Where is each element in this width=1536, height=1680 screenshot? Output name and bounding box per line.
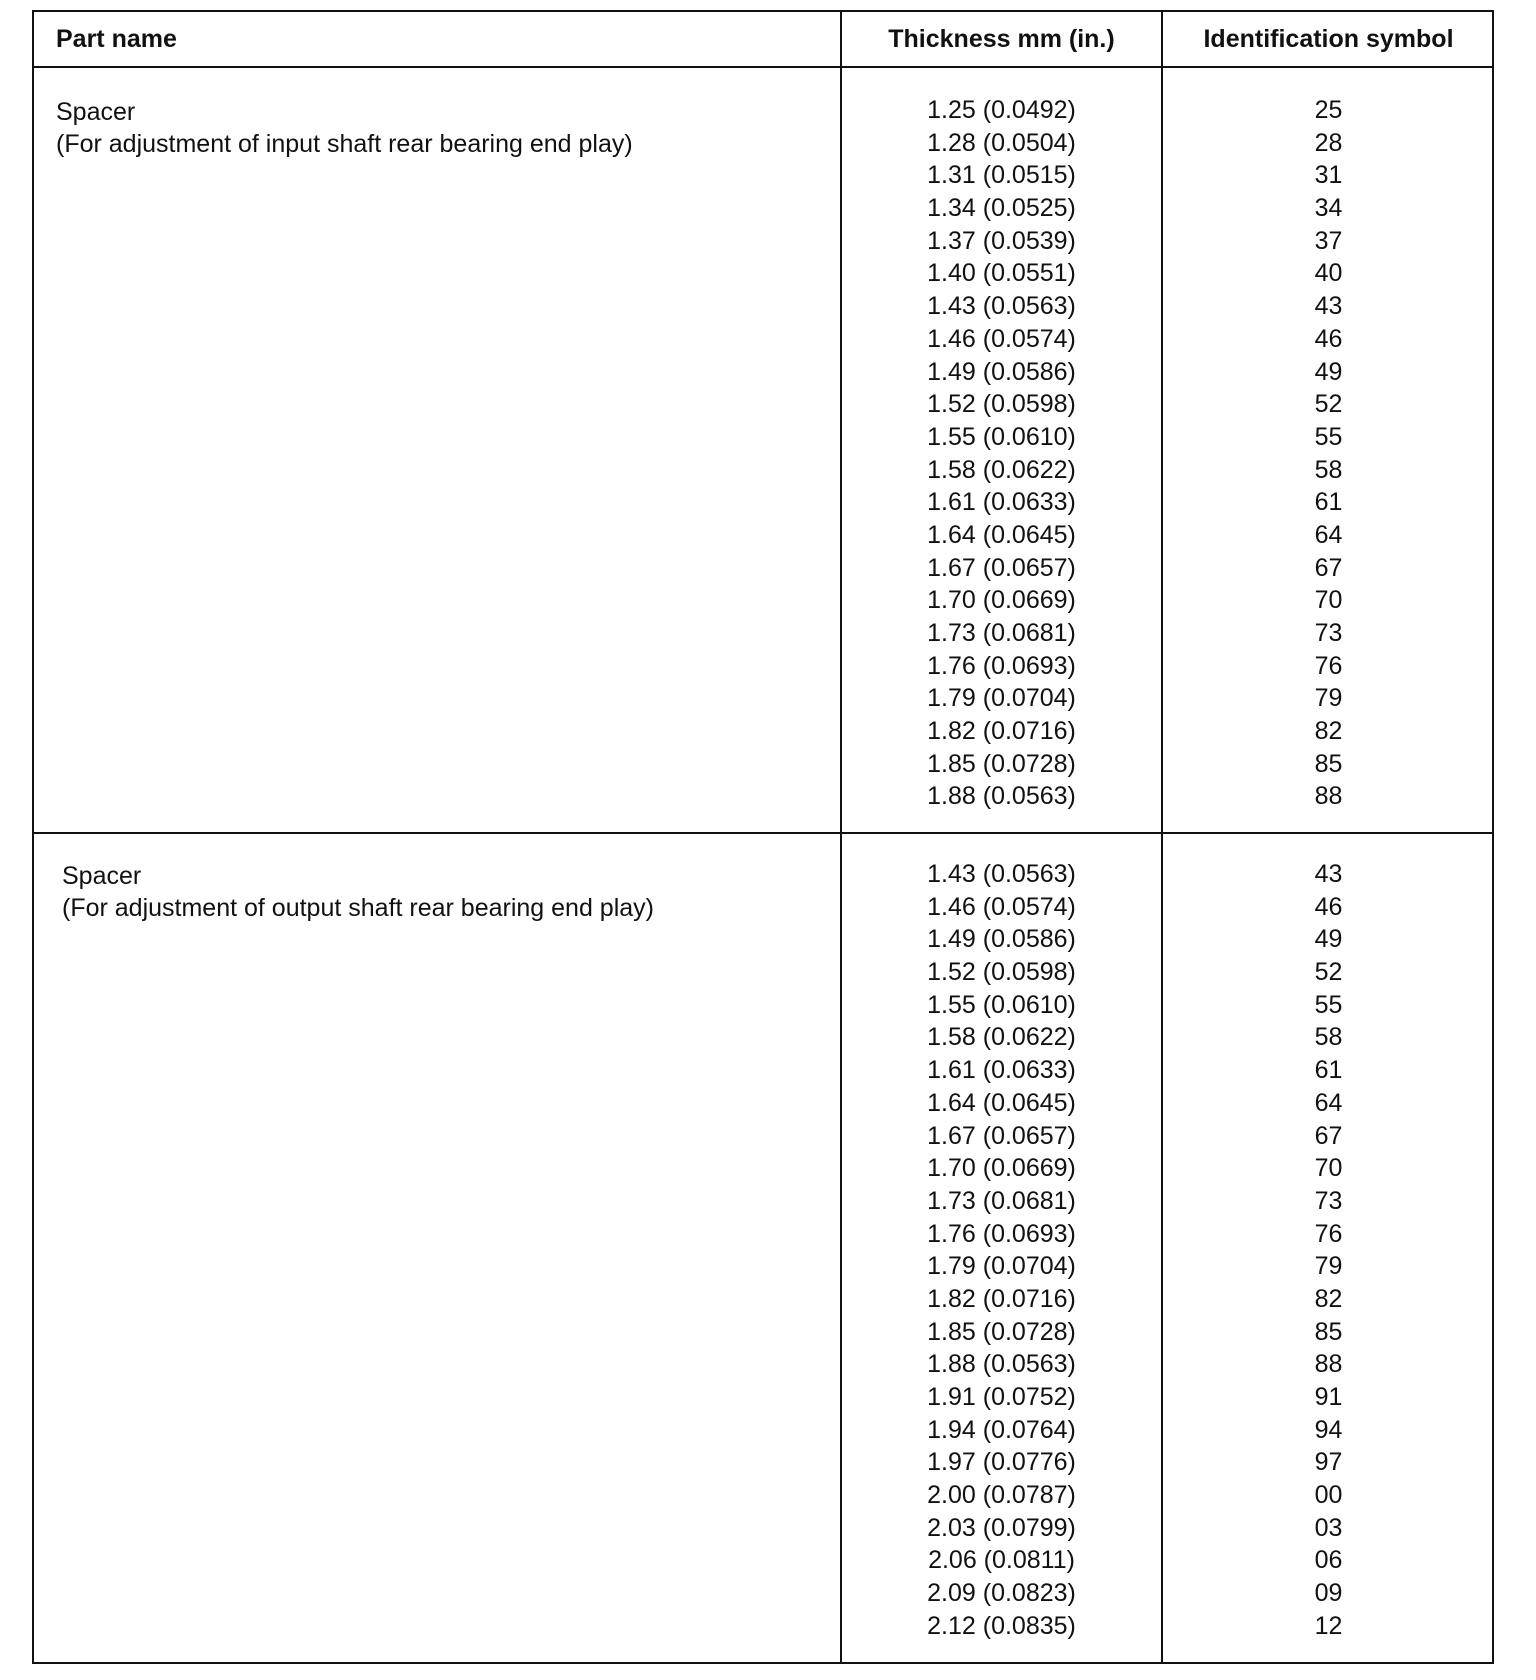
thickness-cell: 1.79 (0.0704) bbox=[927, 1252, 1076, 1281]
table-row bbox=[842, 257, 1494, 290]
table-row bbox=[842, 486, 1494, 519]
table-row bbox=[842, 1414, 1494, 1447]
identification-symbol-cell: 85 bbox=[1314, 1317, 1343, 1346]
header-part-name: Part name bbox=[56, 25, 177, 53]
table-row bbox=[842, 159, 1494, 192]
identification-symbol-cell: 12 bbox=[1314, 1611, 1343, 1640]
part-name-cell bbox=[62, 860, 832, 924]
spacer-table bbox=[32, 10, 1494, 1664]
thickness-cell: 1.43 (0.0563) bbox=[927, 860, 1076, 888]
identification-symbol-cell: 64 bbox=[1314, 520, 1343, 549]
thickness-cell: 1.49 (0.0586) bbox=[927, 357, 1076, 386]
header-identification-symbol: Identification symbol bbox=[1203, 25, 1454, 53]
thickness-cell: 1.76 (0.0693) bbox=[927, 1219, 1076, 1248]
identification-symbol-cell: 88 bbox=[1314, 782, 1343, 811]
thickness-cell: 1.73 (0.0681) bbox=[927, 1186, 1076, 1215]
table-row bbox=[842, 454, 1494, 487]
identification-symbol-cell: 28 bbox=[1314, 128, 1343, 157]
thickness-cell: 1.43 (0.0563) bbox=[927, 292, 1076, 321]
thickness-cell: 2.12 (0.0835) bbox=[927, 1611, 1076, 1640]
identification-symbol-cell: 79 bbox=[1314, 1252, 1343, 1281]
identification-symbol-cell: 79 bbox=[1314, 684, 1343, 713]
identification-symbol-cell: 97 bbox=[1314, 1448, 1343, 1477]
identification-symbol-cell: 70 bbox=[1314, 586, 1343, 615]
table-row bbox=[842, 891, 1494, 924]
thickness-cell: 2.03 (0.0799) bbox=[927, 1513, 1076, 1542]
thickness-cell: 1.79 (0.0704) bbox=[927, 684, 1076, 713]
thickness-cell: 1.82 (0.0716) bbox=[927, 717, 1076, 746]
identification-symbol-cell: 58 bbox=[1314, 1023, 1343, 1052]
identification-symbol-cell: 82 bbox=[1314, 717, 1343, 746]
table-row bbox=[842, 1544, 1494, 1577]
thickness-cell: 1.91 (0.0752) bbox=[927, 1383, 1076, 1411]
thickness-cell: 1.85 (0.0728) bbox=[927, 749, 1076, 778]
identification-symbol-cell: 06 bbox=[1314, 1546, 1343, 1575]
identification-symbol-cell: 91 bbox=[1314, 1383, 1343, 1411]
identification-symbol-cell: 40 bbox=[1314, 259, 1343, 288]
thickness-cell: 1.46 (0.0574) bbox=[927, 324, 1076, 353]
table-row bbox=[842, 225, 1494, 258]
header-thickness: Thickness mm (in.) bbox=[888, 25, 1115, 53]
table-section-input-shaft bbox=[34, 68, 1492, 834]
thickness-cell: 1.25 (0.0492) bbox=[927, 96, 1076, 124]
identification-symbol-cell: 03 bbox=[1314, 1513, 1343, 1542]
table-row bbox=[842, 1054, 1494, 1087]
identification-symbol-cell: 88 bbox=[1314, 1350, 1343, 1379]
identification-symbol-cell: 46 bbox=[1314, 324, 1343, 353]
identification-symbol-cell: 70 bbox=[1314, 1154, 1343, 1183]
thickness-cell: 1.64 (0.0645) bbox=[927, 1088, 1076, 1117]
identification-symbol-cell: 76 bbox=[1314, 651, 1343, 680]
thickness-cell: 1.55 (0.0610) bbox=[927, 990, 1076, 1019]
identification-symbol-cell: 58 bbox=[1314, 455, 1343, 484]
table-row bbox=[842, 1087, 1494, 1120]
thickness-cell: 1.58 (0.0622) bbox=[927, 1023, 1076, 1052]
identification-symbol-cell: 73 bbox=[1314, 619, 1343, 647]
identification-symbol-cell: 52 bbox=[1314, 390, 1343, 419]
thickness-cell: 1.94 (0.0764) bbox=[927, 1415, 1076, 1444]
table-row bbox=[842, 421, 1494, 454]
thickness-cell: 1.85 (0.0728) bbox=[927, 1317, 1076, 1346]
table-row bbox=[842, 192, 1494, 225]
identification-symbol-cell: 73 bbox=[1314, 1186, 1343, 1215]
table-header bbox=[34, 12, 1492, 68]
thickness-cell: 1.61 (0.0633) bbox=[927, 488, 1076, 517]
table-row bbox=[842, 290, 1494, 323]
identification-symbol-cell: 85 bbox=[1314, 749, 1343, 778]
thickness-cell: 1.34 (0.0525) bbox=[927, 194, 1076, 223]
table-row bbox=[842, 1348, 1494, 1381]
table-row bbox=[842, 682, 1494, 715]
identification-symbol-cell: 61 bbox=[1314, 488, 1343, 517]
table-row bbox=[842, 923, 1494, 956]
identification-symbol-cell: 46 bbox=[1314, 892, 1343, 921]
identification-symbol-cell: 55 bbox=[1314, 990, 1343, 1019]
table-row bbox=[842, 1021, 1494, 1054]
table-row bbox=[842, 584, 1494, 617]
identification-symbol-cell: 52 bbox=[1314, 958, 1343, 987]
table-row bbox=[842, 715, 1494, 748]
thickness-cell: 1.70 (0.0669) bbox=[927, 586, 1076, 615]
table-row bbox=[842, 1479, 1494, 1512]
thickness-cell: 1.49 (0.0586) bbox=[927, 925, 1076, 954]
part-note: (For adjustment of input shaft rear bearing end play) bbox=[56, 130, 633, 158]
thickness-cell: 1.88 (0.0563) bbox=[927, 782, 1076, 811]
table-row bbox=[842, 1283, 1494, 1316]
table-rows bbox=[842, 94, 1494, 813]
thickness-cell: 1.58 (0.0622) bbox=[927, 455, 1076, 484]
thickness-cell: 1.76 (0.0693) bbox=[927, 651, 1076, 680]
identification-symbol-cell: 64 bbox=[1314, 1088, 1343, 1117]
table-row bbox=[842, 356, 1494, 389]
thickness-cell: 1.97 (0.0776) bbox=[927, 1448, 1076, 1477]
table-row bbox=[842, 858, 1494, 891]
table-row bbox=[842, 956, 1494, 989]
identification-symbol-cell: 67 bbox=[1314, 553, 1343, 582]
thickness-cell: 1.82 (0.0716) bbox=[927, 1284, 1076, 1313]
thickness-cell: 1.37 (0.0539) bbox=[927, 226, 1076, 255]
thickness-cell: 1.64 (0.0645) bbox=[927, 520, 1076, 549]
part-title: Spacer bbox=[56, 98, 136, 126]
thickness-cell: 1.28 (0.0504) bbox=[927, 128, 1076, 157]
thickness-cell: 1.40 (0.0551) bbox=[927, 259, 1076, 288]
table-row bbox=[842, 748, 1494, 781]
thickness-cell: 1.46 (0.0574) bbox=[927, 892, 1076, 921]
identification-symbol-cell: 31 bbox=[1314, 161, 1343, 190]
identification-symbol-cell: 55 bbox=[1314, 422, 1343, 451]
thickness-cell: 1.67 (0.0657) bbox=[927, 553, 1076, 582]
thickness-cell: 2.00 (0.0787) bbox=[927, 1481, 1076, 1510]
table-row bbox=[842, 1512, 1494, 1545]
table-row bbox=[842, 780, 1494, 813]
identification-symbol-cell: 25 bbox=[1314, 96, 1343, 124]
identification-symbol-cell: 49 bbox=[1314, 925, 1343, 954]
identification-symbol-cell: 61 bbox=[1314, 1056, 1343, 1085]
identification-symbol-cell: 82 bbox=[1314, 1284, 1343, 1313]
identification-symbol-cell: 76 bbox=[1314, 1219, 1343, 1248]
table-row bbox=[842, 552, 1494, 585]
part-name-cell bbox=[56, 96, 826, 160]
table-row bbox=[842, 94, 1494, 127]
identification-symbol-cell: 43 bbox=[1314, 860, 1343, 888]
thickness-cell: 2.09 (0.0823) bbox=[927, 1579, 1076, 1608]
identification-symbol-cell: 37 bbox=[1314, 226, 1343, 255]
identification-symbol-cell: 00 bbox=[1314, 1481, 1343, 1510]
table-row bbox=[842, 1381, 1494, 1414]
thickness-cell: 1.52 (0.0598) bbox=[927, 958, 1076, 987]
thickness-cell: 1.73 (0.0681) bbox=[927, 619, 1076, 647]
table-row bbox=[842, 1316, 1494, 1349]
table-row bbox=[842, 388, 1494, 421]
identification-symbol-cell: 09 bbox=[1314, 1579, 1343, 1608]
identification-symbol-cell: 43 bbox=[1314, 292, 1343, 321]
identification-symbol-cell: 94 bbox=[1314, 1415, 1343, 1444]
table-row bbox=[842, 989, 1494, 1022]
identification-symbol-cell: 34 bbox=[1314, 194, 1343, 223]
thickness-cell: 1.31 (0.0515) bbox=[927, 161, 1076, 190]
table-row bbox=[842, 1120, 1494, 1153]
table-row bbox=[842, 1250, 1494, 1283]
table-rows bbox=[842, 858, 1494, 1643]
table-row bbox=[842, 1610, 1494, 1643]
table-row bbox=[842, 617, 1494, 650]
table-row bbox=[842, 127, 1494, 160]
table-row bbox=[842, 1152, 1494, 1185]
table-row bbox=[842, 1218, 1494, 1251]
table-row bbox=[842, 1446, 1494, 1479]
table-row bbox=[842, 519, 1494, 552]
thickness-cell: 1.55 (0.0610) bbox=[927, 422, 1076, 451]
thickness-cell: 1.70 (0.0669) bbox=[927, 1154, 1076, 1183]
thickness-cell: 1.52 (0.0598) bbox=[927, 390, 1076, 419]
part-note: (For adjustment of output shaft rear bearing end play) bbox=[62, 894, 654, 922]
thickness-cell: 1.88 (0.0563) bbox=[927, 1350, 1076, 1379]
identification-symbol-cell: 49 bbox=[1314, 357, 1343, 386]
table-row bbox=[842, 1185, 1494, 1218]
thickness-cell: 1.67 (0.0657) bbox=[927, 1121, 1076, 1150]
table-row bbox=[842, 323, 1494, 356]
thickness-cell: 2.06 (0.0811) bbox=[928, 1546, 1075, 1575]
thickness-cell: 1.61 (0.0633) bbox=[927, 1056, 1076, 1085]
table-row bbox=[842, 1577, 1494, 1610]
table-row bbox=[842, 650, 1494, 683]
identification-symbol-cell: 67 bbox=[1314, 1121, 1343, 1150]
part-title: Spacer bbox=[62, 862, 142, 890]
table-section-output-shaft bbox=[34, 834, 1492, 1664]
